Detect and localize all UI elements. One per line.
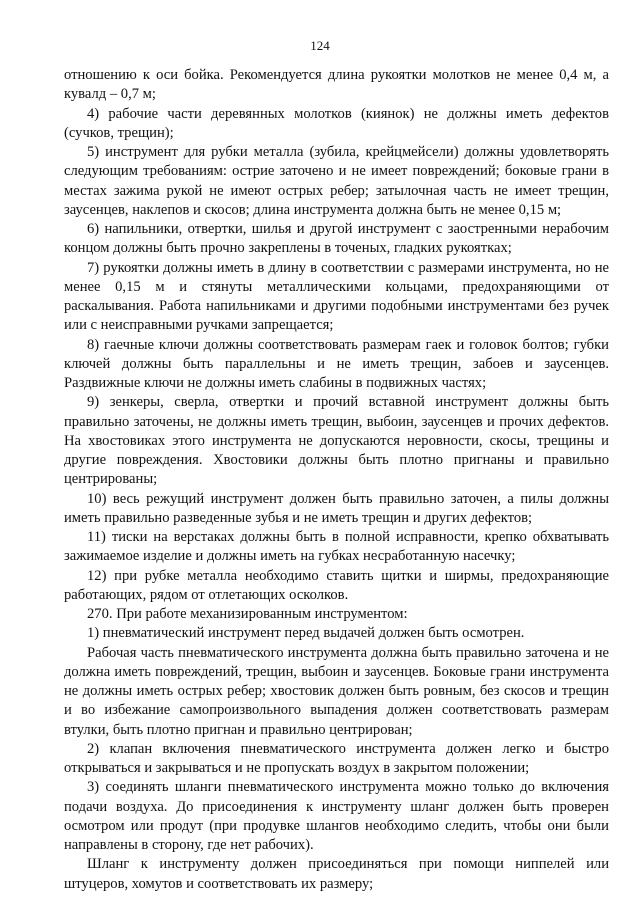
paragraph-item-6: 6) напильники, отвертки, шилья и другой инструмент с заостренными нерабочим концом должны быть прочно закреплены в точеных, гладких рукоятках; xyxy=(64,221,609,257)
paragraph-working-part: Рабочая часть пневматического инструмента должна быть правильно заточена и не должна иметь повреждений, трещин, выбоин и заусенцев. Боковые грани инструмента не должны иметь острых ребер; хвостовик должен быть ровным, без скосов и трещин и во избежание самопроизвольного выпадения должен соответствовать размерам втулки, быть плотно пригнан и правильно центрирован; xyxy=(64,644,609,738)
paragraph-hose: Шланг к инструменту должен присоединяться при помощи ниппелей или штуцеров, хомутов и соответствовать их размеру; xyxy=(64,856,609,892)
paragraph-270-item-1: 1) пневматический инструмент перед выдачей должен быть осмотрен. xyxy=(87,625,525,642)
paragraph-item-5: 5) инструмент для рубки металла (зубила, крейцмейсели) должны удовлетворять следующим требованиям: острие заточено и не имеет повреждений; боковые грани в местах зажима рукой не имеют острых ребер; затылочная часть не имеет трещин, заусенцев, наклепов и скосов; длина инструмента должна быть не менее 0,15 м; xyxy=(64,144,609,218)
page-number: 124 xyxy=(310,38,330,53)
paragraph-item-7: 7) рукоятки должны иметь в длину в соответствии с размерами инструмента, но не менее 0,15 м и стянуты металлическими кольцами, предохраняющими от раскалывания. Работа напильниками и другими подобными инструментами без ручек или с неисправными ручками запрещается; xyxy=(64,259,609,334)
paragraph-item-10: 10) весь режущий инструмент должен быть правильно заточен, а пилы должны иметь правильно разведенные зубья и не иметь трещин и других дефектов; xyxy=(64,490,609,526)
body-text xyxy=(64,66,609,894)
paragraph-item-4: 4) рабочие части деревянных молотков (киянок) не должны иметь дефектов (сучков, трещин); xyxy=(64,105,609,141)
paragraph-continuation: отношению к оси бойка. Рекомендуется длина рукоятки молотков не менее 0,4 м, а кувалд – 0,7 м; xyxy=(64,67,609,103)
paragraph-item-11: 11) тиски на верстаках должны быть в полной исправности, крепко обхватывать зажимаемое изделие и должны иметь на губках несработанную насечку; xyxy=(64,529,609,565)
paragraph-270-item-3: 3) соединять шланги пневматического инструмента можно только до включения подачи воздуха. До присоединения к инструменту шланг должен быть проверен осмотром или продут (при продувке шлангов необходимо следить, чтобы они были направлены в сторону, где нет рабочих). xyxy=(64,779,609,853)
paragraph-item-12: 12) при рубке металла необходимо ставить щитки и ширмы, предохраняющие работающих, рядом от отлетающих осколков. xyxy=(64,567,609,603)
paragraph-item-8: 8) гаечные ключи должны соответствовать размерам гаек и головок болтов; губки ключей должны быть параллельны и не иметь трещин, забоев и заусенцев. Раздвижные ключи не должны иметь слабины в подвижных частях; xyxy=(64,336,609,391)
section-270-heading: 270. При работе механизированным инструментом: xyxy=(87,606,408,622)
paragraph-270-item-2: 2) клапан включения пневматического инструмента должен легко и быстро открываться и закрываться и не пропускать воздух в закрытом положении; xyxy=(64,740,609,776)
paragraph-item-9: 9) зенкеры, сверла, отвертки и прочий вставной инструмент должны быть правильно заточены, не должны иметь трещин, выбоин, заусенцев и прочих дефектов. На хвостовиках этого инструмента не допускаются неровности, скосы, трещины и другие повреждения. Хвостовики должны быть плотно пригнаны и правильно центрированы; xyxy=(64,394,609,488)
